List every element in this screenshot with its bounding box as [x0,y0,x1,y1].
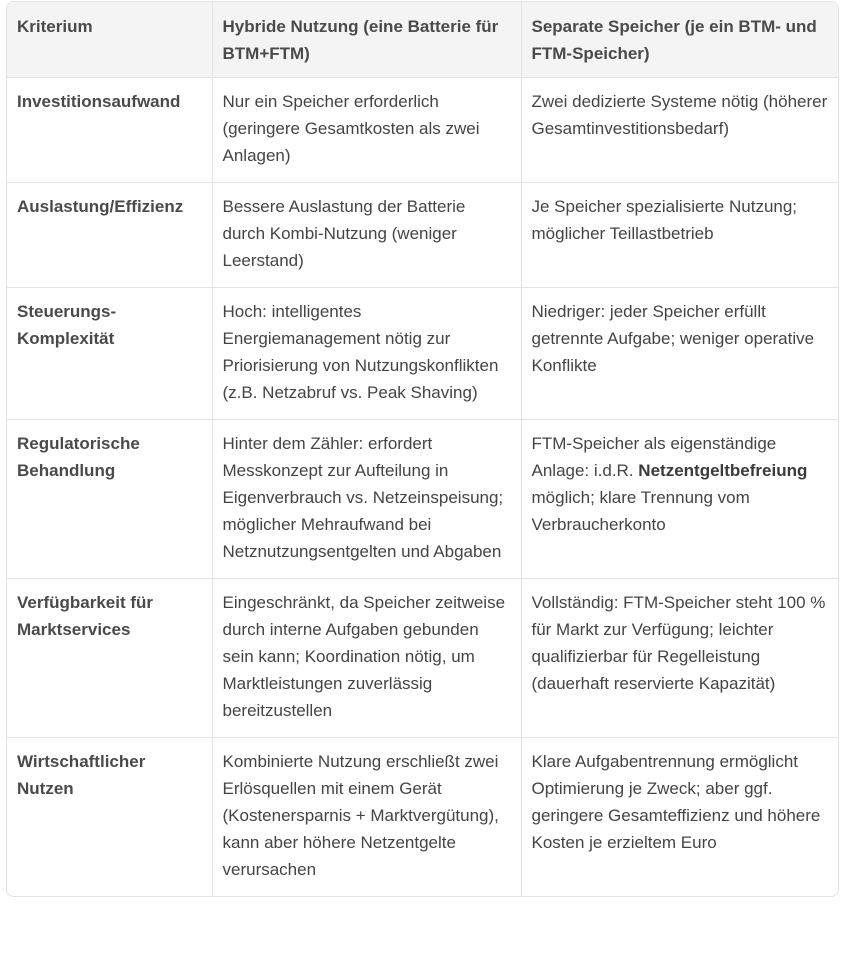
row-hybrid: Kombinierte Nutzung erschließt zwei Erlösquellen mit einem Gerät (Kostenersparnis + Marktvergütung), kann aber höhere Netzentgelte verursachen [212,738,521,897]
row-separate [521,420,838,579]
table-row [7,738,838,897]
header-separate: Separate Speicher (je ein BTM- und FTM-Speicher) [521,2,838,78]
table-row [7,78,838,183]
row-separate: Je Speicher spezialisierte Nutzung; möglicher Teillastbetrieb [521,183,838,288]
row-hybrid: Bessere Auslastung der Batterie durch Kombi-Nutzung (weniger Leerstand) [212,183,521,288]
row-criterion: Investitionsaufwand [7,78,212,183]
row-hybrid: Nur ein Speicher erforderlich (geringere Gesamtkosten als zwei Anlagen) [212,78,521,183]
row-separate: Vollständig: FTM-Speicher steht 100 % für Markt zur Verfügung; leichter qualifizierbar für Regelleistung (dauerhaft reservierte Kapazität) [521,579,838,738]
table-row [7,420,838,579]
row-criterion: Wirtschaftlicher Nutzen [7,738,212,897]
row-hybrid: Hinter dem Zähler: erfordert Messkonzept zur Aufteilung in Eigenverbrauch vs. Netzeinspeisung; möglicher Mehraufwand bei Netznutzungsentgelten und Abgaben [212,420,521,579]
table-row [7,183,838,288]
table-header-row [7,2,838,78]
row-criterion: Regulatorische Behandlung [7,420,212,579]
comparison-table-container [6,1,839,897]
row-criterion: Steuerungs-Komplexität [7,288,212,420]
row-separate-bold-text: Netzentgeltbefreiung [638,461,808,480]
row-criterion: Auslastung/Effizienz [7,183,212,288]
row-criterion: Verfügbarkeit für Marktservices [7,579,212,738]
row-hybrid: Eingeschränkt, da Speicher zeitweise durch interne Aufgaben gebunden sein kann; Koordination nötig, um Marktleistungen zuverlässig bereitzustellen [212,579,521,738]
row-separate-text-pre: FTM-Speicher als eigenständige Anlage: i.d.R. [531,434,777,480]
row-separate: Zwei dedizierte Systeme nötig (höherer Gesamtinvestitionsbedarf) [521,78,838,183]
table-row [7,288,838,420]
row-separate: Klare Aufgabentrennung ermöglicht Optimierung je Zweck; aber ggf. geringere Gesamteffizienz und höhere Kosten je erzieltem Euro [531,752,821,852]
row-separate-text-post: möglich; klare Trennung vom Verbraucherkonto [531,488,750,534]
header-criterion: Kriterium [7,2,212,78]
header-hybrid: Hybride Nutzung (eine Batterie für BTM+FTM) [212,2,521,78]
row-hybrid: Hoch: intelligentes Energiemanagement nötig zur Priorisierung von Nutzungskonflikten (z.B. Netzabruf vs. Peak Shaving) [212,288,521,420]
comparison-table [7,2,838,896]
row-separate: Niedriger: jeder Speicher erfüllt getrennte Aufgabe; weniger operative Konflikte [521,288,838,420]
table-row [7,579,838,738]
